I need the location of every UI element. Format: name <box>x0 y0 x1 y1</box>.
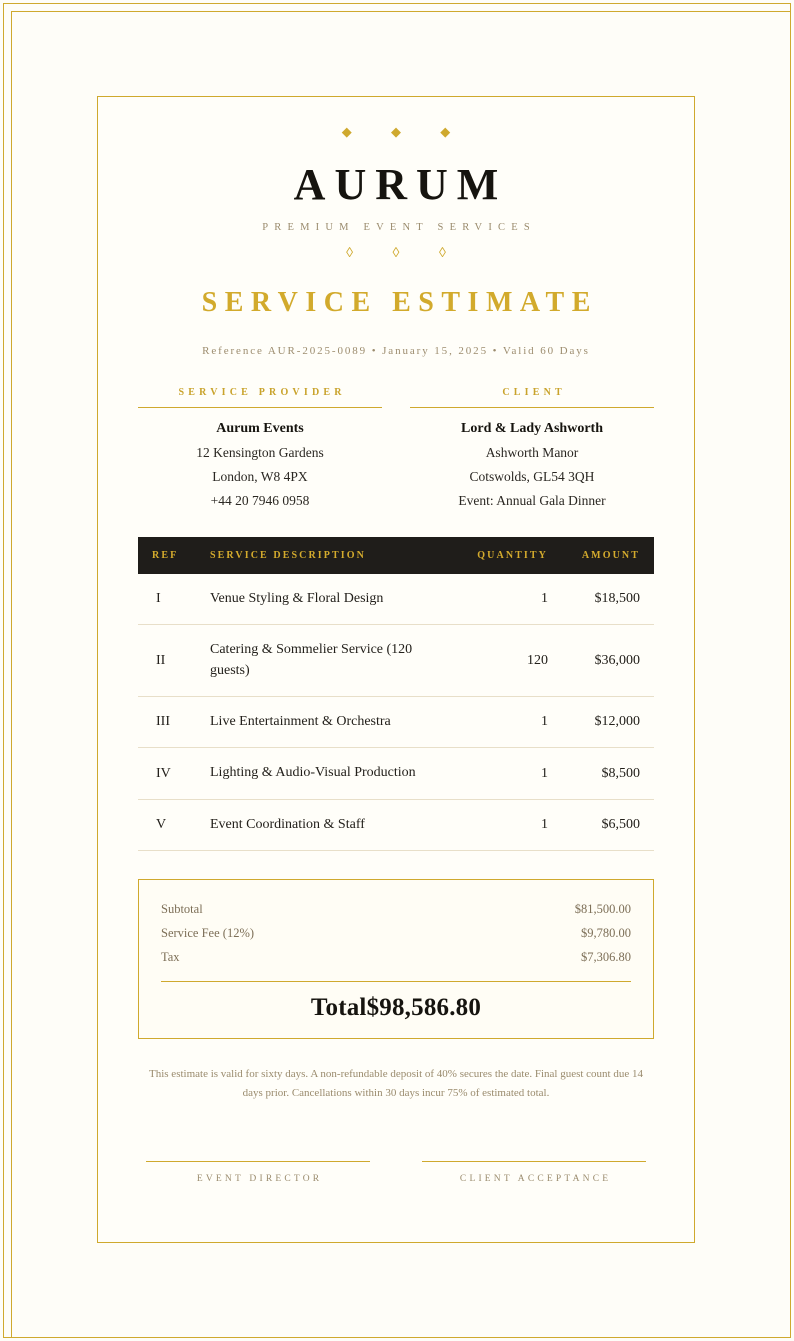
row-ref: II <box>138 625 210 697</box>
service-fee-row <box>161 922 631 946</box>
column-header-quantity: QUANTITY <box>452 537 548 574</box>
service-provider-address-2: London, W8 4PX <box>212 469 308 485</box>
service-provider-address-1: 12 Kensington Gardens <box>196 445 324 461</box>
client-address-2: Cotswolds, GL54 3QH <box>469 469 595 485</box>
grand-total-label: Total <box>310 993 367 1021</box>
service-provider-name: Aurum Events <box>216 421 304 437</box>
row-desc: Lighting & Audio-Visual Production <box>210 748 452 799</box>
client-name: Lord & Lady Ashworth <box>461 421 603 437</box>
row-desc: Event Coordination & Staff <box>210 799 452 850</box>
column-header-amount: AMOUNT <box>548 537 654 574</box>
subtotal-label: Subtotal <box>161 902 203 917</box>
table-row <box>138 697 654 748</box>
signature-label-event-director: EVENT DIRECTOR <box>196 1174 323 1185</box>
services-table-head <box>138 537 654 574</box>
row-desc: Venue Styling & Floral Design <box>210 574 452 625</box>
tax-value: $7,306.80 <box>581 950 631 965</box>
row-quantity: 1 <box>452 574 548 625</box>
signature-client-acceptance <box>414 1161 654 1184</box>
client-event: Event: Annual Gala Dinner <box>458 493 606 509</box>
row-ref: I <box>138 574 210 625</box>
subtotal-row <box>161 898 631 922</box>
row-quantity: 1 <box>452 748 548 799</box>
service-fee-value: $9,780.00 <box>581 926 631 941</box>
client-block <box>410 387 654 509</box>
parties-section <box>138 387 654 509</box>
ornament-diamonds-hollow: ◊ ◊ ◊ <box>346 246 464 262</box>
brand-tagline: PREMIUM EVENT SERVICES <box>262 222 536 234</box>
brand-name: AURUM <box>293 160 508 209</box>
estimate-card <box>97 96 695 1243</box>
services-table-body <box>138 574 654 850</box>
services-table <box>138 537 654 851</box>
services-header-row <box>138 537 654 574</box>
tax-row <box>161 946 631 970</box>
row-desc: Live Entertainment & Orchestra <box>210 697 452 748</box>
row-ref: V <box>138 799 210 850</box>
row-amount: $8,500 <box>548 748 654 799</box>
service-provider-phone: +44 20 7946 0958 <box>210 493 310 509</box>
table-row <box>138 748 654 799</box>
service-fee-label: Service Fee (12%) <box>161 926 255 941</box>
signature-event-director <box>138 1161 378 1184</box>
totals-box <box>138 879 654 1039</box>
grand-total-value: $98,586.80 <box>366 993 482 1021</box>
row-amount: $36,000 <box>548 625 654 697</box>
terms-text: This estimate is valid for sixty days. A non-refundable deposit of 40% secures the date. Final guest count due 14 days prior. Cancellations within 30 days incur 75% of estimated total. <box>149 1067 643 1100</box>
row-quantity: 120 <box>452 625 548 697</box>
row-ref: III <box>138 697 210 748</box>
row-desc: Catering & Sommelier Service (120 guests) <box>210 625 452 697</box>
client-label: CLIENT <box>410 387 654 408</box>
document-meta: Reference AUR-2025-0089 • January 15, 2025 • Valid 60 Days <box>202 345 590 358</box>
signature-line <box>146 1161 370 1162</box>
table-row <box>138 625 654 697</box>
column-header-ref: REF <box>138 537 210 574</box>
signature-label-client-acceptance: CLIENT ACCEPTANCE <box>459 1174 612 1185</box>
table-row <box>138 574 654 625</box>
row-quantity: 1 <box>452 799 548 850</box>
table-row <box>138 799 654 850</box>
row-amount: $18,500 <box>548 574 654 625</box>
service-provider-block <box>138 387 382 509</box>
row-amount: $12,000 <box>548 697 654 748</box>
row-amount: $6,500 <box>548 799 654 850</box>
subtotal-value: $81,500.00 <box>574 902 631 917</box>
document-title: SERVICE ESTIMATE <box>201 287 598 319</box>
service-provider-label: SERVICE PROVIDER <box>138 387 382 408</box>
column-header-desc: SERVICE DESCRIPTION <box>210 537 452 574</box>
client-address-1: Ashworth Manor <box>485 445 579 461</box>
row-quantity: 1 <box>452 697 548 748</box>
signature-line <box>422 1161 646 1162</box>
ornament-diamonds-solid: ◆ ◆ ◆ <box>341 124 469 139</box>
grand-total-row <box>161 981 631 1022</box>
row-ref: IV <box>138 748 210 799</box>
signatures-section <box>138 1161 654 1194</box>
tax-label: Tax <box>161 950 180 965</box>
